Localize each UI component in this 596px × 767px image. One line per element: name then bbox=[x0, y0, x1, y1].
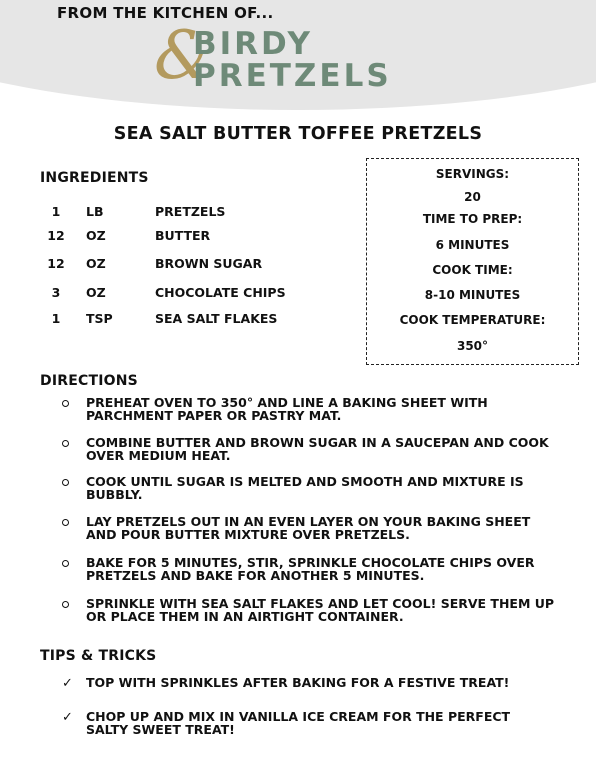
direction-text: COMBINE BUTTER AND BROWN SUGAR IN A SAUCEPAN AND COOK OVER MEDIUM HEAT. bbox=[86, 435, 549, 463]
ingredient-unit: TSP bbox=[86, 311, 113, 326]
ingredient-name: BUTTER bbox=[155, 228, 211, 243]
direction-text: SPRINKLE WITH SEA SALT FLAKES AND LET COOL! SERVE THEM UP OR PLACE THEM IN AN AIRTIGHT CONTAINER. bbox=[86, 596, 555, 624]
tips-heading: TIPS & TRICKS bbox=[40, 648, 157, 664]
servings-value: 20 bbox=[464, 190, 481, 204]
circle-bullet-icon bbox=[62, 519, 69, 526]
ingredient-unit: LB bbox=[86, 204, 104, 219]
checkmark-icon: ✓ bbox=[62, 676, 73, 691]
ingredient-unit: OZ bbox=[86, 256, 106, 271]
header-kicker: FROM THE KITCHEN OF... bbox=[57, 4, 274, 22]
ingredient-name: SEA SALT FLAKES bbox=[155, 311, 278, 326]
tip-text: TOP WITH SPRINKLES AFTER BAKING FOR A FESTIVE TREAT! bbox=[86, 675, 510, 690]
ingredients-heading: INGREDIENTS bbox=[40, 170, 149, 186]
checkmark-icon: ✓ bbox=[62, 710, 73, 725]
cook-temp-label: COOK TEMPERATURE: bbox=[399, 313, 546, 327]
servings-label: SERVINGS: bbox=[435, 167, 510, 181]
ingredient-name: BROWN SUGAR bbox=[155, 256, 263, 271]
circle-bullet-icon bbox=[62, 560, 69, 567]
ingredient-qty: 1 bbox=[51, 204, 61, 219]
cook-temp-value: 350° bbox=[456, 339, 489, 353]
direction-text: LAY PRETZELS OUT IN AN EVEN LAYER ON YOUR BAKING SHEET AND POUR BUTTER MIXTURE OVER PRETZELS. bbox=[86, 514, 531, 542]
logo-line-2: PRETZELS bbox=[193, 58, 392, 94]
cook-time-value: 8-10 MINUTES bbox=[424, 288, 521, 302]
direction-text: BAKE FOR 5 MINUTES, STIR, SPRINKLE CHOCOLATE CHIPS OVER PRETZELS AND BAKE FOR ANOTHER 5 MINUTES. bbox=[86, 555, 535, 583]
ingredient-name: PRETZELS bbox=[155, 204, 226, 219]
cook-time-label: COOK TIME: bbox=[432, 263, 513, 277]
ingredient-qty: 12 bbox=[47, 228, 65, 243]
prep-time-label: TIME TO PREP: bbox=[422, 212, 523, 226]
ingredient-unit: OZ bbox=[86, 285, 106, 300]
prep-time-value: 6 MINUTES bbox=[435, 238, 510, 252]
ingredient-qty: 12 bbox=[47, 256, 65, 271]
logo-line-1: BIRDY bbox=[193, 26, 313, 62]
direction-text: PREHEAT OVEN TO 350° AND LINE A BAKING SHEET WITH PARCHMENT PAPER OR PASTRY MAT. bbox=[86, 395, 488, 423]
ingredient-name: CHOCOLATE CHIPS bbox=[155, 285, 286, 300]
logo-ampersand: & bbox=[154, 17, 213, 94]
tip-text: CHOP UP AND MIX IN VANILLA ICE CREAM FOR THE PERFECT SALTY SWEET TREAT! bbox=[86, 709, 511, 737]
direction-text: COOK UNTIL SUGAR IS MELTED AND SMOOTH AND MIXTURE IS BUBBLY. bbox=[86, 474, 524, 502]
circle-bullet-icon bbox=[62, 440, 69, 447]
ingredient-unit: OZ bbox=[86, 228, 106, 243]
circle-bullet-icon bbox=[62, 400, 69, 407]
recipe-title: SEA SALT BUTTER TOFFEE PRETZELS bbox=[113, 124, 483, 144]
ingredient-qty: 1 bbox=[51, 311, 61, 326]
directions-heading: DIRECTIONS bbox=[40, 373, 138, 389]
circle-bullet-icon bbox=[62, 479, 69, 486]
circle-bullet-icon bbox=[62, 601, 69, 608]
ingredient-qty: 3 bbox=[51, 285, 61, 300]
recipe-info-box bbox=[366, 158, 579, 365]
